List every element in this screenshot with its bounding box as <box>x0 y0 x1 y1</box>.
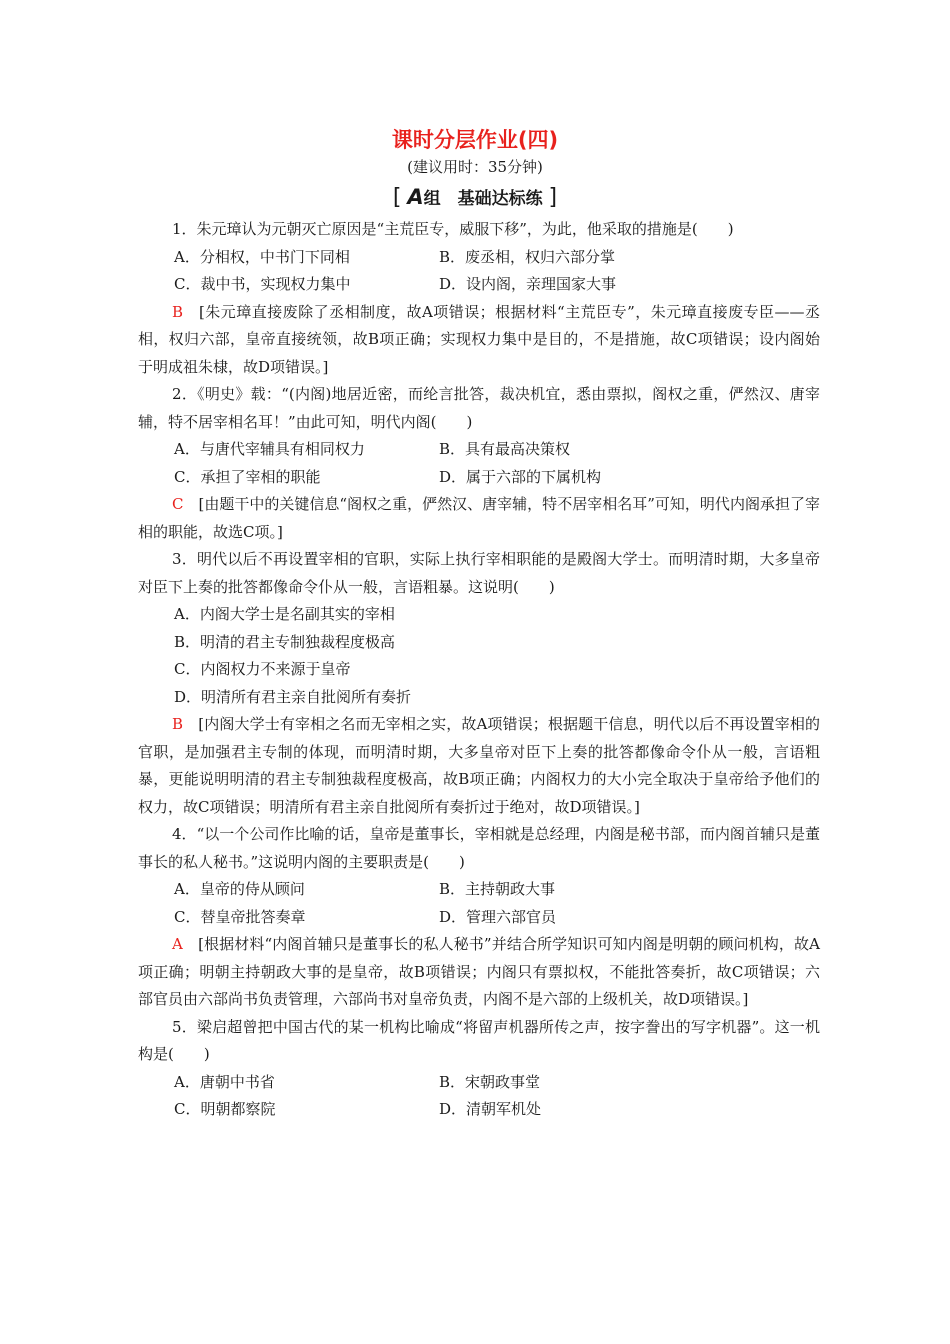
explanation-text: [内阁大学士有宰相之名而无宰相之实，故A项错误；根据题干信息，明代以后不再设置宰相的官职，是加强君主专制的体现，而明清时期，大多皇帝对臣下上奏的批答都像命令仆从一般，言语粗暴，更能说明明清的君主专制独裁程度极高，故B项正确；内阁权力的大小完全取决于皇帝给予他们的权力，故C项错误；明清所有君主亲自批阅所有奏折过于绝对，故D项错误。] <box>138 715 820 816</box>
section-heading <box>0 184 950 210</box>
bracket-open: [ <box>392 185 402 210</box>
option: D．明清所有君主亲自批阅所有奏折 <box>174 687 412 706</box>
question-list <box>138 216 820 1124</box>
explanation-text: [根据材料“内阁首辅只是董事长的私人秘书”并结合所学知识可知内阁是明朝的顾问机构，故A项正确；明朝主持朝政大事的是皇帝，故B项错误；内阁只有票拟权，不能批答奏折，故C项错误；六部官员由六部尚书负责管理，六部尚书对皇帝负责，内阁不是六部的上级机关，故D项错误。] <box>138 935 820 1008</box>
option-row <box>138 436 820 464</box>
option: C．承担了宰相的职能 <box>174 467 321 486</box>
page-title: 课时分层作业(四) <box>391 128 559 152</box>
option: D．属于六部的下属机构 <box>439 467 602 486</box>
option-row <box>138 244 820 272</box>
option-row <box>138 271 820 299</box>
answer-key: B <box>172 302 184 321</box>
option: A．唐朝中书省 <box>174 1072 275 1091</box>
suggested-time: (建议用时：35分钟) <box>407 158 543 176</box>
answer-explanation <box>138 299 820 382</box>
option: A．与唐代宰辅具有相同权力 <box>174 440 365 458</box>
option: A．内阁大学士是名副其实的宰相 <box>174 605 395 623</box>
option: D．清朝军机处 <box>439 1100 542 1118</box>
question-stem: 2．《明史》载：“(内阁)地居近密，而纶言批答，裁决机宜，悉由票拟，阁权之重，俨然汉、唐宰辅，特不居宰相名耳！”由此可知，明代内阁( ) <box>138 385 820 431</box>
option: C．内阁权力不来源于皇帝 <box>174 660 351 678</box>
group-letter: A <box>407 185 424 209</box>
option: A．分相权，中书门下同相 <box>174 247 350 266</box>
answer-key: B <box>172 715 184 733</box>
explanation-text: [朱元璋直接废除了丞相制度，故A项错误；根据材料“主荒臣专”，朱元璋直接废专臣——丞相，权归六部，皇帝直接统领，故B项正确；实现权力集中是目的，不是措施，故C项错误；设内阁始于明成祖朱棣，故D项错误。] <box>138 302 820 376</box>
bracket-close: ] <box>548 185 558 210</box>
option: D．管理六部官员 <box>439 907 557 926</box>
option: D．设内阁，亲理国家大事 <box>439 275 617 293</box>
option: C．明朝都察院 <box>174 1100 276 1118</box>
option-row <box>138 1069 820 1097</box>
option: B．主持朝政大事 <box>439 880 556 898</box>
option: B．明清的君主专制独裁程度极高 <box>174 632 396 651</box>
option: C．替皇帝批答奏章 <box>174 907 306 926</box>
question-stem: 1．朱元璋认为元朝灭亡原因是“主荒臣专，威服下移”，为此，他采取的措施是( ) <box>172 220 734 238</box>
question-stem: 3．明代以后不再设置宰相的官职，实际上执行宰相职能的是殿阁大学士。而明清时期，大多皇帝对臣下上奏的批答都像命令仆从一般，言语粗暴。这说明( ) <box>138 550 820 596</box>
option: B．废丞相，权归六部分掌 <box>439 247 616 266</box>
explanation-text: [由题干中的关键信息“阁权之重，俨然汉、唐宰辅，特不居宰相名耳”可知，明代内阁承担了宰相的职能，故选C项。] <box>138 495 820 541</box>
group-label: 组 基础达标练 <box>423 189 543 209</box>
answer-key: C <box>172 495 184 513</box>
answer-explanation <box>138 931 820 1014</box>
answer-key: A <box>172 935 183 953</box>
question-stem: 5．梁启超曾把中国古代的某一机构比喻成“将留声机器所传之声，按字誊出的写字机器”。这一机构是( ) <box>138 1017 820 1063</box>
option: A．皇帝的侍从顾问 <box>174 880 305 898</box>
option: C．裁中书，实现权力集中 <box>174 275 351 293</box>
option-row <box>138 904 820 932</box>
question-stem: 4．“以一个公司作比喻的话，皇帝是董事长，宰相就是总经理，内阁是秘书部，而内阁首辅只是董事长的私人秘书。”这说明内阁的主要职责是( ) <box>138 825 820 871</box>
answer-explanation <box>138 491 820 546</box>
option-row <box>138 464 820 492</box>
option: B．宋朝政事堂 <box>439 1072 541 1091</box>
option: B．具有最高决策权 <box>439 440 571 458</box>
option-row <box>138 1096 820 1124</box>
answer-explanation <box>138 711 820 821</box>
option-row <box>138 876 820 904</box>
